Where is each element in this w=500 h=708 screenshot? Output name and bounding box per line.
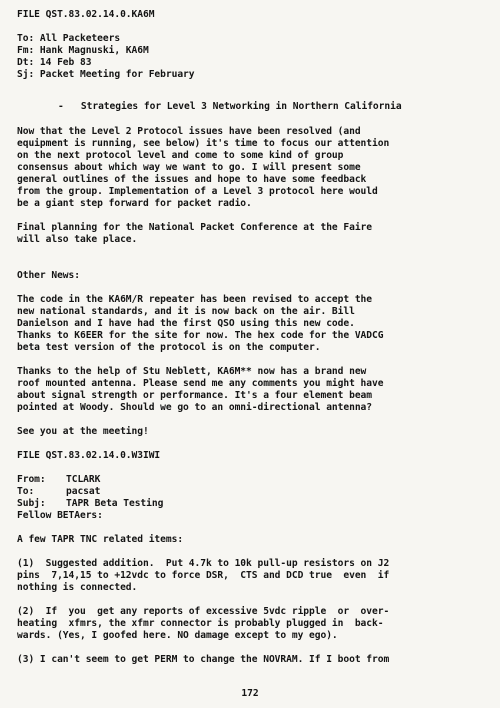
paragraph-line: Now that the Level 2 Protocol issues have been resolved (and [17,126,361,137]
intro-line: A few TAPR TNC related items: [17,534,184,545]
list-item-line: (1) Suggested addition. Put 4.7k to 10k pull-up resistors on J2 [17,558,390,569]
paragraph-line: will also take place. [17,234,138,245]
file-header: FILE QST.83.02.14.0.KA6M [17,9,155,20]
list-item-line: (2) If you get any reports of excessive 5vdc ripple or over- [17,606,390,617]
paragraph-line: roof mounted antenna. Please send me any comments you might have [17,378,384,389]
paragraph-line: Danielson and I have had the first QSO using this new code. [17,318,355,329]
section-title: - Strategies for Level 3 Networking in Northern California [58,101,402,112]
paragraph-line: be a giant step forward for packet radio. [17,198,252,209]
memo-subject: Sj: Packet Meeting for February [17,69,195,80]
paragraph-line: about signal strength or performance. It's a four element beam [17,390,373,401]
file-header: FILE QST.83.02.14.0.W3IWI [17,450,161,461]
memo-date: Dt: 14 Feb 83 [17,57,92,68]
page-number: 172 [241,688,259,699]
list-item-line: wards. (Yes, I goofed here. NO damage except to my ego). [17,630,338,641]
paragraph-line: from the group. Implementation of a Level 3 protocol here would [17,186,378,197]
paragraph-line: new national standards, and it is now back on the air. Bill [17,306,355,317]
memo-subject-label: Subj: [17,498,46,509]
memo-to-label: To: [17,486,35,497]
greeting-line: Fellow BETAers: [17,510,103,521]
memo-from: Fm: Hank Magnuski, KA6M [17,45,149,56]
memo-from-value: TCLARK [66,474,101,485]
list-item-line: nothing is connected. [17,582,138,593]
other-news-heading: Other News: [17,270,80,281]
paragraph-line: Thanks to the help of Stu Neblett, KA6M** now has a brand new [17,366,367,377]
paragraph-line: equipment is running, see below) it's time to focus our attention [17,138,390,149]
paragraph-line: Final planning for the National Packet Conference at the Faire [17,222,373,233]
paragraph-line: Thanks to K6EER for the site for now. The hex code for the VADCG [17,330,384,341]
paragraph-line: consensus about which way we want to go. I will present some [17,162,361,173]
paragraph-line: pointed at Woody. Should we go to an omni-directional antenna? [17,402,373,413]
memo-from-label: From: [17,474,46,485]
memo-subject-value: TAPR Beta Testing [66,498,164,509]
memo-to: To: All Packeteers [17,33,121,44]
paragraph-line: beta test version of the protocol is on the computer. [17,342,321,353]
paragraph-line: The code in the KA6M/R repeater has been revised to accept the [17,294,373,305]
closing-line: See you at the meeting! [17,426,149,437]
list-item-line: pins 7,14,15 to +12vdc to force DSR, CTS and DCD true even if [17,570,390,581]
paragraph-line: general outlines of the issues and hope to have some feedback [17,174,367,185]
list-item-line: heating xfmrs, the xfmr connector is probably plugged in back- [17,618,384,629]
paragraph-line: on the next protocol level and come to some kind of group [17,150,344,161]
memo-to-value: pacsat [66,486,101,497]
list-item-line: (3) I can't seem to get PERM to change the NOVRAM. If I boot from [17,654,390,665]
